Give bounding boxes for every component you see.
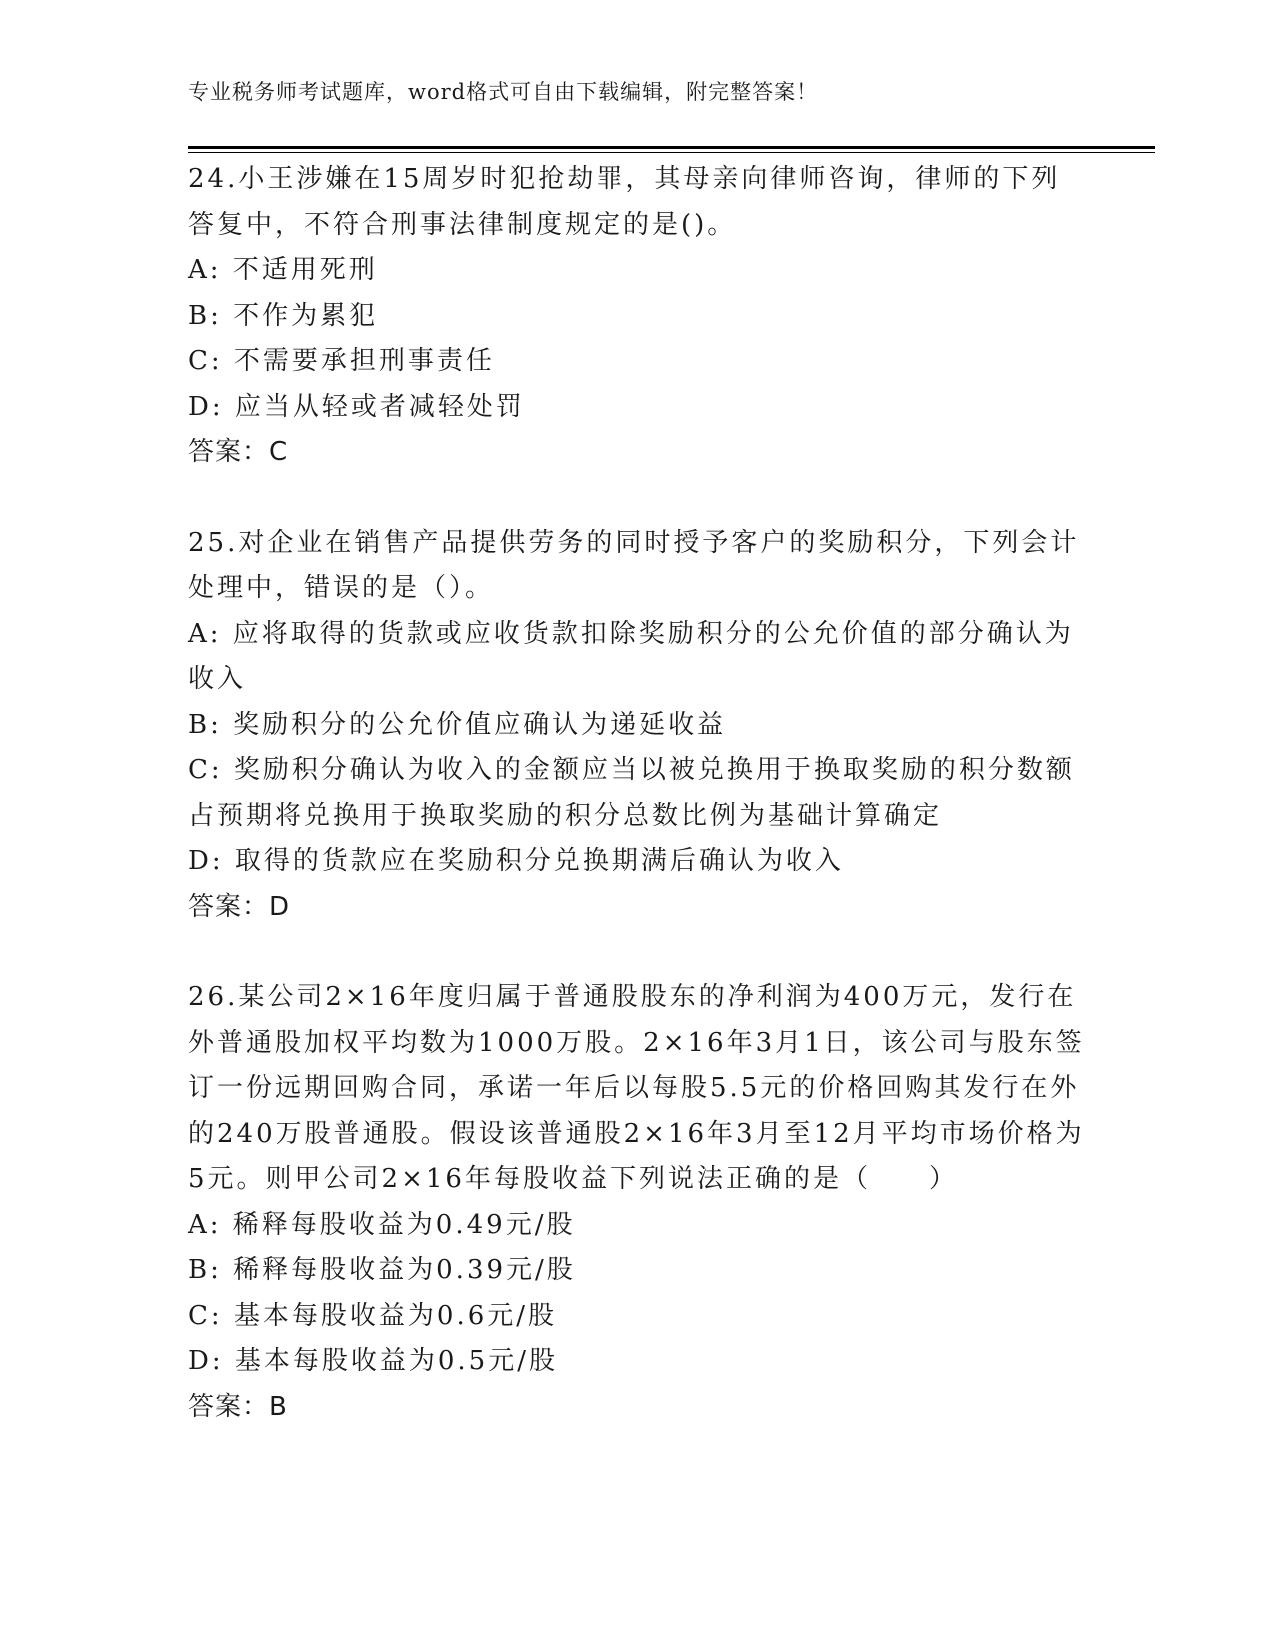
- answer: 答案：B: [188, 1391, 288, 1422]
- option-c: C: 奖励积分确认为收入的金额应当以被兑换用于换取奖励的积分数额占预期将兑换用于换取奖励的积分总数比例为基础计算确定: [188, 755, 1075, 831]
- option-a: A: 应将取得的货款或应收货款扣除奖励积分的公允价值的部分确认为收入: [188, 618, 1074, 694]
- option-c: C: 基本每股收益为0.6元/股: [188, 1300, 558, 1331]
- option-b: B: 不作为累犯: [188, 300, 379, 331]
- question-list: [188, 157, 1088, 1475]
- option-d: D: 基本每股收益为0.5元/股: [188, 1346, 558, 1376]
- option-c: C: 不需要承担刑事责任: [188, 346, 495, 376]
- option-a: A: 稀释每股收益为0.49元/股: [188, 1209, 576, 1240]
- option-d: D: 应当从轻或者减轻处罚: [188, 391, 525, 422]
- question-stem: 26.某公司2×16年度归属于普通股股东的净利润为400万元，发行在外普通股加权平均数为1000万股。2×16年3月1日，该公司与股东签订一份远期回购合同，承诺一年后以每股5.5元的价格回购其发行在外的240万股普通股。假设该普通股2×16年3月至12月平均市场价格为5元。则甲公司2×16年每股收益下列说法正确的是（ ）: [188, 982, 1085, 1194]
- question-26: [188, 975, 1088, 1430]
- option-b: B: 稀释每股收益为0.39元/股: [188, 1255, 576, 1285]
- option-d: D: 取得的货款应在奖励积分兑换期满后确认为收入: [188, 846, 844, 876]
- question-25: [188, 521, 1088, 931]
- header-rule-thick: [188, 146, 1155, 149]
- question-stem: 25.对企业在销售产品提供劳务的同时授予客户的奖励积分，下列会计处理中，错误的是（）。: [188, 527, 1080, 603]
- page-header: 专业税务师考试题库，word格式可自由下载编辑，附完整答案！: [188, 80, 819, 104]
- answer: 答案：C: [188, 437, 289, 467]
- option-a: A: 不适用死刑: [188, 255, 378, 285]
- question-stem: 24.小王涉嫌在15周岁时犯抢劫罪，其母亲向律师咨询，律师的下列答复中，不符合刑事法律制度规定的是()。: [188, 164, 1061, 240]
- answer: 答案：D: [188, 891, 291, 922]
- header-rule-thin: [188, 152, 1155, 153]
- option-b: B: 奖励积分的公允价值应确认为递延收益: [188, 709, 727, 740]
- question-24: [188, 157, 1088, 476]
